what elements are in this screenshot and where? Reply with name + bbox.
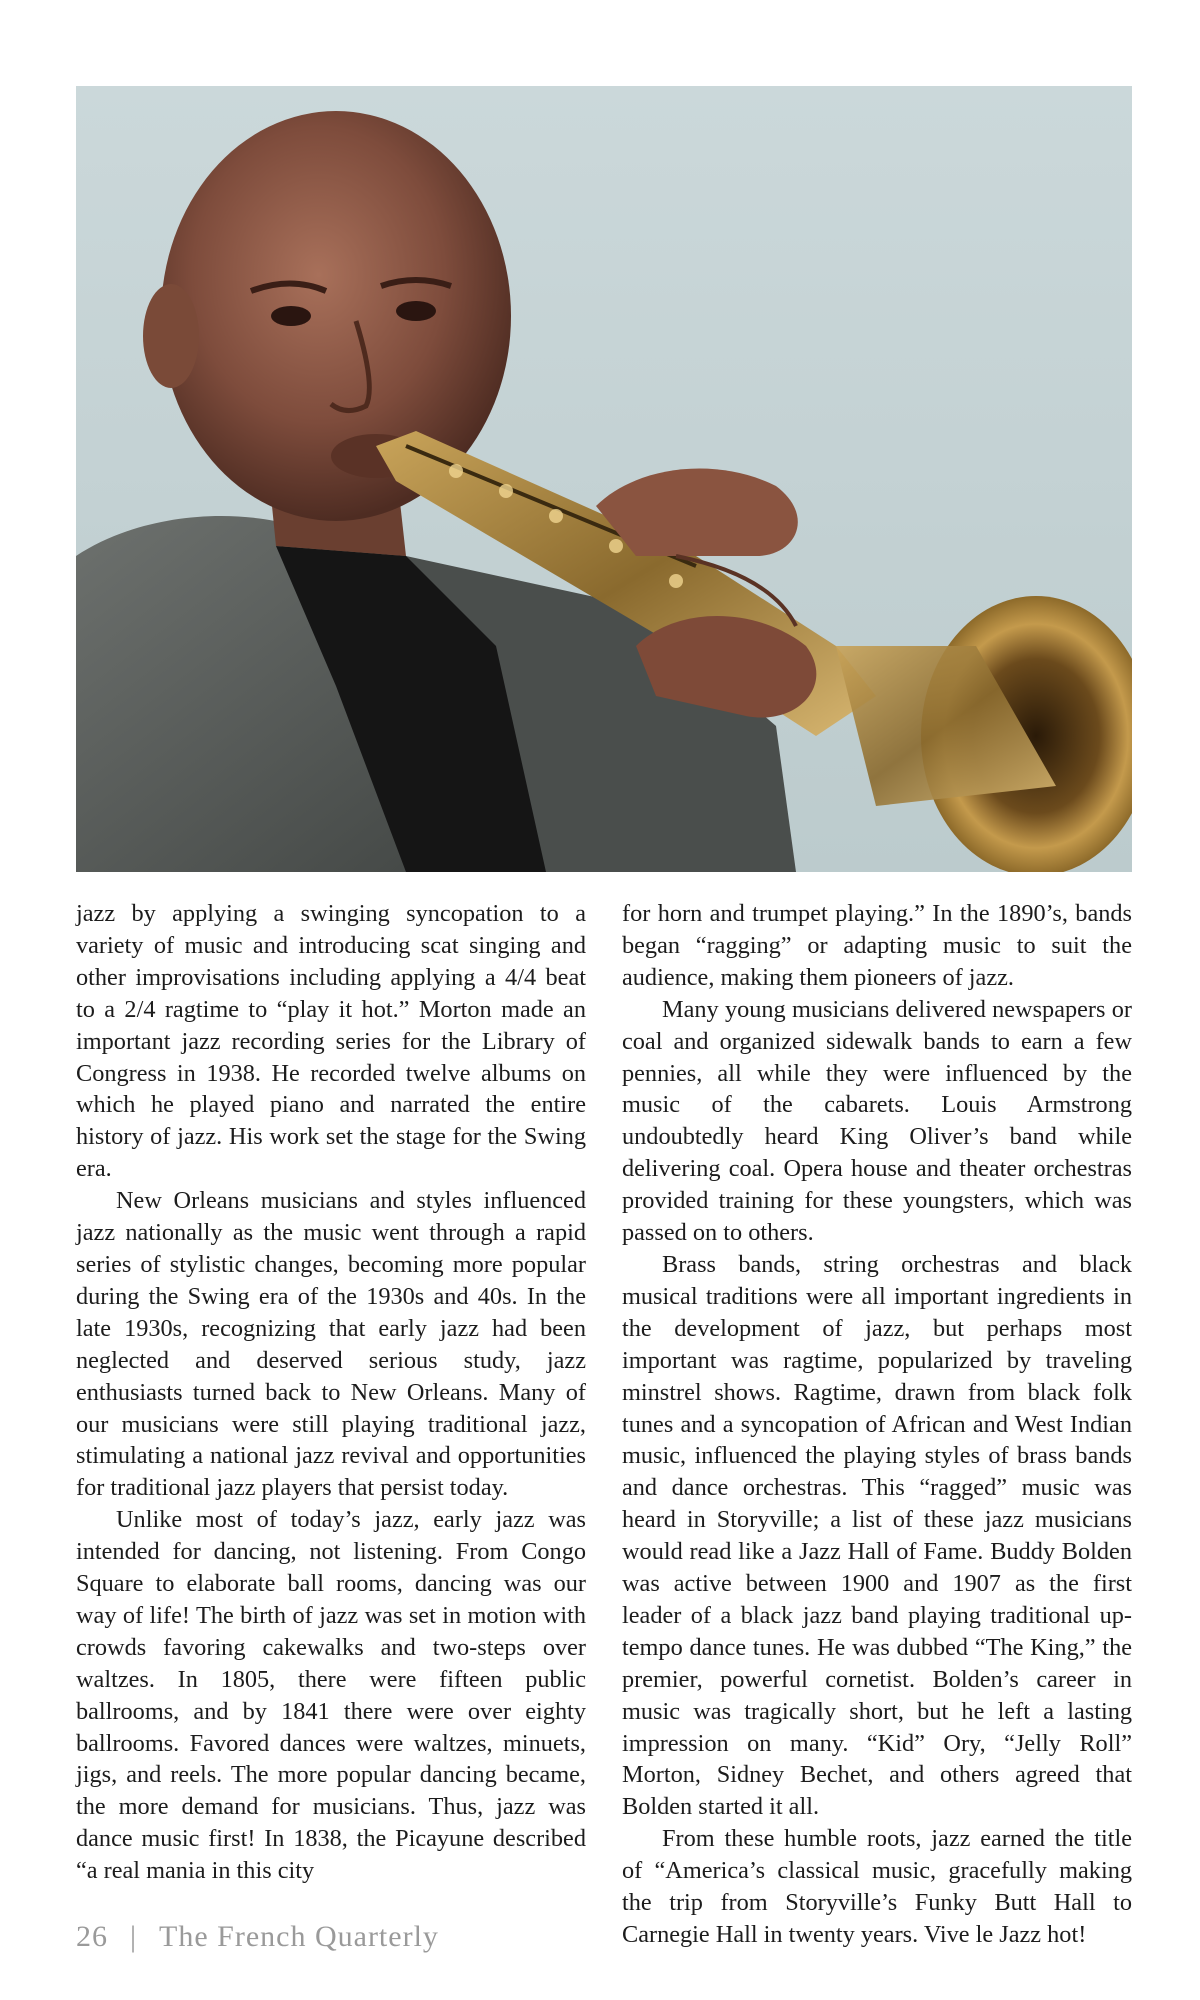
paragraph: for horn and trumpet playing.” In the 1890’s, bands began “ragging” or adapting music to suit the audience, making them pioneers of jazz. <box>622 900 1132 991</box>
page-footer <box>76 1920 439 1954</box>
paragraph: From these humble roots, jazz earned the title of “America’s classical music, gracefully making the trip from Storyville’s Funky Butt Hall to Carnegie Hall in twenty years. Vive le Jazz hot! <box>622 1825 1132 1948</box>
saxophonist-photo <box>76 86 1132 872</box>
footer-separator: | <box>130 1920 138 1953</box>
article-columns <box>76 898 1132 1951</box>
paragraph: Unlike most of today’s jazz, early jazz was intended for dancing, not listening. From Congo Square to elaborate ball rooms, dancing was our way of life! The birth of jazz was set in motion with crowds favoring cakewalks and two-steps over waltzes. In 1805, there were fifteen public ballrooms, and by 1841 there were over eighty ballrooms. Favored dances were waltzes, minuets, jigs, and reels. The more popular dancing became, the more demand for musicians. Thus, jazz was dance music first! In 1838, the Picayune described “a real mania in this city <box>76 1506 586 1885</box>
paragraph: New Orleans musicians and styles influenced jazz nationally as the music went through a rapid series of stylistic changes, becoming more popular during the Swing era of the 1930s and 40s. In the late 1930s, recognizing that early jazz had been neglected and deserved serious study, jazz enthusiasts turned back to New Orleans. Many of our musicians were still playing traditional jazz, stimulating a national jazz revival and opportunities for traditional jazz players that persist today. <box>76 1187 586 1502</box>
left-column <box>76 898 586 1951</box>
right-column <box>622 898 1132 1951</box>
paragraph: jazz by applying a swinging syncopation to a variety of music and introducing scat singing and other improvisations including applying a 4/4 beat to a 2/4 ragtime to “play it hot.” Morton made an important jazz recording series for the Library of Congress in 1938. He recorded twelve albums on which he played piano and narrated the entire history of jazz. His work set the stage for the Swing era. <box>76 900 586 1183</box>
saxophonist-photo-icon <box>76 86 1132 872</box>
publication-name: The French Quarterly <box>159 1920 439 1953</box>
paragraph: Many young musicians delivered newspapers or coal and organized sidewalk bands to earn a few pennies, all while they were influenced by the music of the cabarets. Louis Armstrong undoubtedly heard King Oliver’s band while delivering coal. Opera house and theater orchestras provided training for these youngsters, which was passed on to others. <box>622 995 1132 1247</box>
page-number: 26 <box>76 1920 108 1953</box>
paragraph: Brass bands, string orchestras and black musical traditions were all important ingredients in the development of jazz, but perhaps most important was ragtime, popularized by traveling minstrel shows. Ragtime, drawn from black folk tunes and a syncopation of African and West Indian music, influenced the playing styles of brass bands and dance orchestras. This “ragged” music was heard in Storyville; a list of these jazz musicians would read like a Jazz Hall of Fame. Buddy Bolden was active between 1900 and 1907 as the first leader of a black jazz band playing traditional up-tempo dance tunes. He was dubbed “The King,” the premier, powerful cornetist. Bolden’s career in music was tragically short, but he left a lasting impression on many. “Kid” Ory, “Jelly Roll” Morton, Sidney Bechet, and others agreed that Bolden started it all. <box>622 1250 1132 1821</box>
